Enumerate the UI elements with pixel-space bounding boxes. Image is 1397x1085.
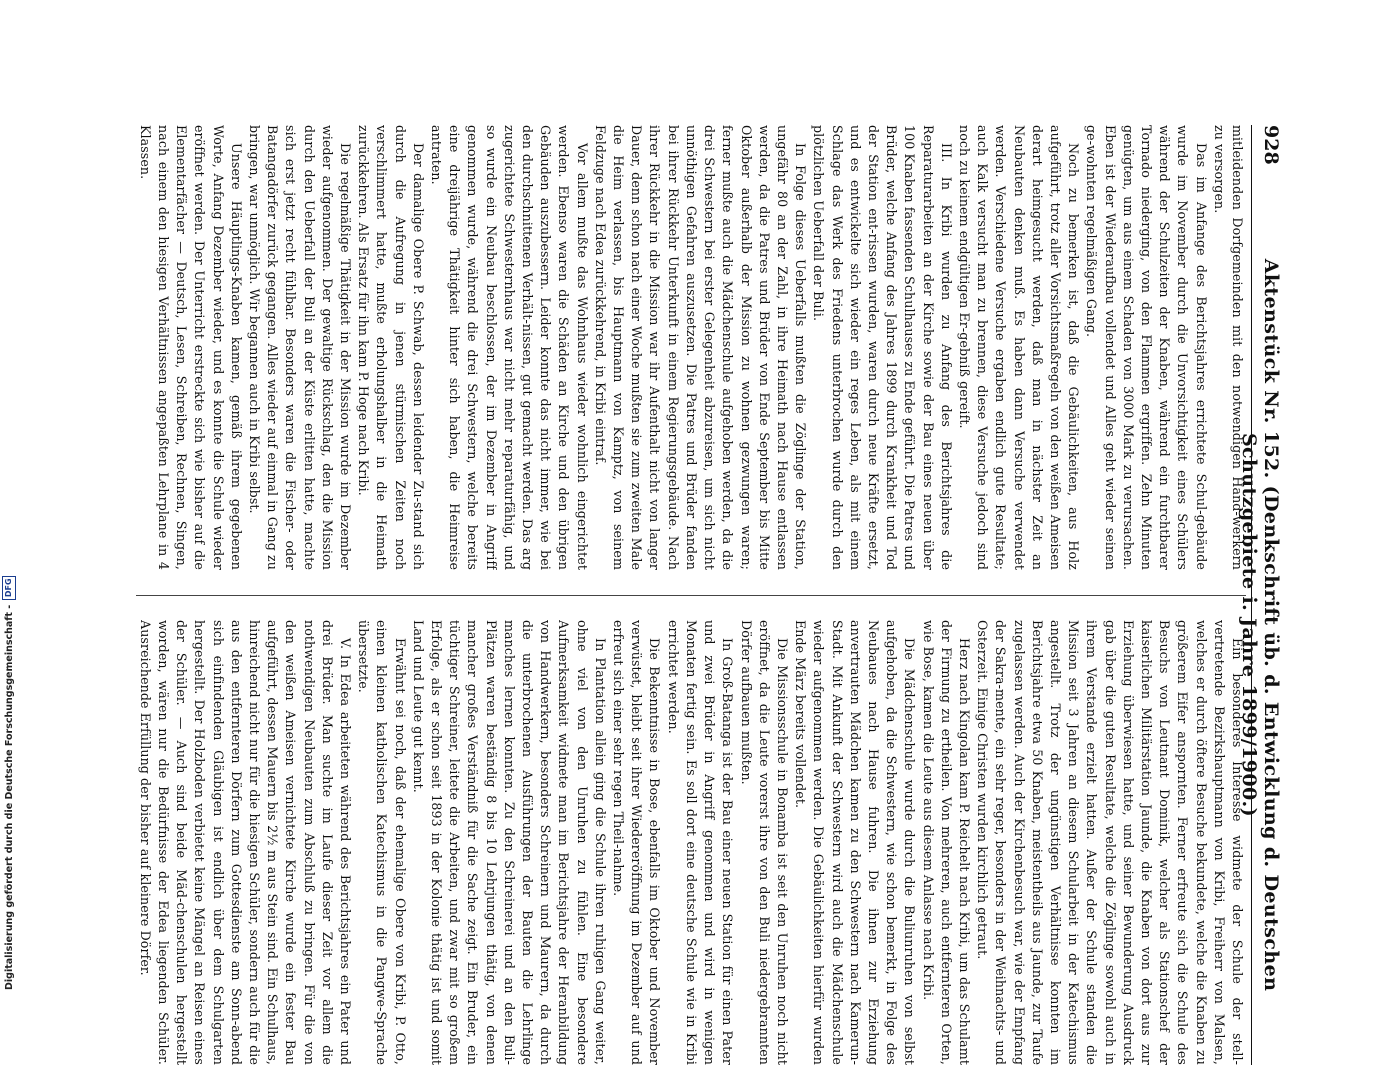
page-title: Aktenstück Nr. 152. (Denkschrift üb. d. Entwicklung d. Deutschen Schutzgebiete i. Jahre 1899/1900.) xyxy=(1238,258,1282,992)
paragraph: Erwähnt sei noch, daß der ehemalige Obere von Kribi, P. Otto, einen kleinen katholischen Katechismus in die Pangwe-Sprache übersetzte. xyxy=(356,620,408,1065)
paragraph: Ein besonderes Interesse widmete der Schule der stell-vertretende Bezirkshauptmann von Kribi, Freiherr von Malsen, welches er durch öftere Besuche bekundete, welche die Knaben zu größerem Eifer anspornten. Ferner erfreute sich die Schule des Besuchs von Leutnant Dominik, welcher als Stationschef der kaiserlichen Militärstation Jaunde, die Knaben von dort aus zur Erziehung überwiesen hatte, und seiner Bewunderung Ausdruck gab über die guten Resultate, welche die Zöglinge sowohl auch in ihrem Verstande erzielt hatten. Außer der Schule standen die Mission seit 3 Jahren an diesem Schularbeit in der Katechismus angestellt. Trotz der ungünstigen Verhältnisse konnten im Berichtsjahre etwa 50 Knaben, meistentheils aus Jaunde, zur Taufe zugelassen werden. Auch der Kirchenbesuch war, wie der Empfang der Sakra-mente, ein sehr reger, besonders in der Weihnachts- und Osterzeit. Einige Christen wurden kirchlich getraut. xyxy=(975,620,1245,1065)
footer-text: Digitalisierung gefördert durch die Deutsche Forschungsgemeinschaft - xyxy=(3,604,15,990)
document-page xyxy=(110,85,1290,1085)
paragraph: mitleidenden Dorfgemeinden mit den notwendigen Hand-werkern zu versorgen. xyxy=(1211,125,1245,570)
paragraph: Die regelmäßige Thätigkeit in der Mission wurde im Dezember wieder aufgenommen. Der gewaltige Rückschlag, den die Mission durch den Ueberfall der Buli an der Küste erlitten hatte, machte sich erst jetzt recht fühlbar. Besonders waren die Fischer- oder Batangadörfer zurück gegangen. Alles wieder auf einmal in Gang zu bringen, war unmöglich. Wir begannen auch in Kribi selbst. xyxy=(247,125,354,570)
paragraph: Der damalige Obere P. Schwab, dessen leidender Zu-stand sich durch die Aufregung in jenen stürmischen Zeiten noch verschlimmert hatte, mußte erholungshalber in die Heimath zurückkehren. Als Ersatz für ihn kam P. Hoge nach Kribi. xyxy=(356,125,426,570)
page-header xyxy=(1238,125,1282,1065)
paragraph: In Plantation allein ging die Schule ihren ruhigen Gang weiter, ohne viel von den Unruhen zu fühlen. Eine besondere Aufmerksamkeit widmete man im Berichtsjahre der Heranbildung von Handwerkern, besonders Schreinern und Maurern, da durch die unterbrochenen Ausführungen der Bauten die Lehrlinge manches lernen konnten. Zu den Schreinerei und an den Buli-Plätzen waren beständig 8 bis 10 Lehrjungen thätig, von denen mancher großes Verständniß für die Sache zeigt. Ein Bruder, ein tüchtiger Schreiner, leitete die Arbeiten, und zwar mit so großem Erfolge, als er schon seit 1893 in der Kolonie thätig ist und somit Land und Leute gut kennt. xyxy=(410,620,608,1065)
paragraph: Herz nach Kingolan kam P. Reichelt nach Kribi, um das Schulamt der Firmung zu ertheilen. Von mehreren, auch entfernteren Orten, wie Bose, kamen die Leute aus diesem Anlasse nach Kribi. xyxy=(920,620,972,1065)
paragraph: V. In Edea arbeiteten während des Berichtsjahres ein Pater und drei Brüder. Man suchte im Laufe dieser Zeit vor allem die nothwendigen Neubauten zum Abschluß zu bringen. Für die von den weißen Ameisen vernichtete Kirche wurde ein fester Bau aufgeführt, dessen Mauern bis 2½ m aus Stein sind. Ein Schulhaus, hinreichend nicht nur für die hiesigen Schüler, sondern auch für die aus den entfernteren Dörfern zum Gottesdienste am Sonn-abend sich einfindenden Gläubigen ist endlich über dem Schulgarten hergestellt. Der Holzboden verbietet keine Mängel an Reisen eines der Schüler. — Auch sind beide Mäd-chenschulen hergestellt worden, wären nur die Bedürfnisse der Edea liegenden Schüler. Ausreichende Erfüllung der bisher auf kleinere Dörfer. xyxy=(137,620,354,1065)
paragraph: Die Bekenntnisse in Bose, ebenfalls im Oktober und November verwüstet, bleibt seit ihrer Wiedereröffnung im Dezember auf und erfreut sich einer sehr regen Theil-nahme. xyxy=(611,620,663,1065)
paragraph: III. In Kribi wurden zu Anfang des Berichtsjahres die Reparaturarbeiten an der Kirche sowie der Bau eines neuen über 100 Knaben fassenden Schulhauses zu Ende geführt. Die Patres und Brüder, welche Anfang des Jahres 1899 durch Krankheit und Tod der Station ent-rissen wurden, waren durch neue Kräfte ersetzt, und es entwickelte sich wieder ein reges Leben, als mit einem Schlage das Werk des Friedens unterbrochen wurde durch den plötzlichen Ueberfall der Buli. xyxy=(811,125,954,570)
paragraph: In Groß-Batanga ist der Bau einer neuen Station für einen Pater und zwei Brüder in Angriff genommen und wird in wenigen Monaten fertig sein. Es soll dort eine deutsche Schule wie in Kribi errichtet werden. xyxy=(665,620,736,1065)
digitization-footer xyxy=(2,576,16,990)
paragraph: Die Mädchenschule wurde durch die Buliunruhen von selbst aufgehoben, da die Schwestern, wie schon bemerkt, in Folge des Neubaues nach Hause fuhren. Die ihnen zur Erziehung anvertrauten Mädchen kamen zu den Schwestern nach Kamerun-Stadt. Mit Ankunft der Schwestern wird auch die Mädchenschule wieder aufgenommen werden. Die Gebäulichkeiten hierfür wurden Ende März bereits vollendet. xyxy=(793,620,918,1065)
paragraph: Unsere Häuptlings-Knaben kamen, gemäß ihrem gegebenen Worte, Anfang Dezember wieder, und es konnte die Schule wieder eröffnet werden. Der Unterricht erstreckte sich wie bisher auf die Elementarfächer — Deutsch, Lesen, Schreiben, Rechnen, Singen, nach einem den hiesigen Verhältnissen angepaßten Lehrplane in 4 Klassen. xyxy=(137,125,244,570)
paragraph: Noch zu bemerken ist, daß die Gebäulichkeiten, aus Holz aufgeführt, trotz aller Vorsichtsmaßregeln von den weißen Ameisen derart heimgesucht werden, daß man in nächster Zeit an Neubauten denken muß. Es haben dann Versuche verwendet werden. Verschiedene Versuche ergaben endlich gute Resultate; auch Kalk versucht man zu brennen, diese Versuche jedoch sind noch zu keinem endgültigen Er-gebniß gereift. xyxy=(956,125,1082,570)
paragraph: Vor allem mußte das Wohnhaus wieder wohnlich eingerichtet werden. Ebenso waren die Schäden an Kirche und den übrigen Gebäuden auszubessern. Leider konnte das nicht immer, wie bei den durchschnittenen Verhält-nissen, gut gemacht werden. Das arg zugerichtete Schwesternhaus war nicht mehr reparaturfähig, und so wurde ein Neubau beschlossen, der im Dezember in Angriff genommen wurde, während die drei Schwestern, welche bereits eine dreijährige Thätigkeit hinter sich haben, die Heimreise antraten. xyxy=(429,125,590,570)
paragraph: Die Missionsschule in Bonamba ist seit den Unruhen noch nicht eröffnet, da die Leute vorerst ihre von den Buli niedergebrannten Dörfer aufbauen mußten. xyxy=(738,620,790,1065)
right-column xyxy=(126,620,1246,1065)
left-column xyxy=(126,125,1246,570)
paragraph: In Folge dieses Ueberfalls mußten die Zöglinge der Station, ungefähr 80 an der Zahl, in ihre Heimath nach Hause entlassen werden, da die Patres und Brüder von Ende September bis Mitte Oktober außerhalb der Mission zu wohnen gezwungen waren; ferner mußte auch die Mädchenschule aufgehoben werden, da die drei Schwestern bei erster Gelegenheit abzureisen, um sich nicht unnöthigen Gefahren auszusetzen. Die Patres und Brüder fanden bei ihrer Rückkehr Unterkunft in einem Regierungsgebäude. Nach ihrer Rückkehr in die Mission war ihr Aufenthalt nicht von langer Dauer, denn schon nach einer Woche mußten sie zum zweiten Male die Heim verlassen, bis Hauptmann von Kamptz, von seinem Feldzuge nach Edea zurückkehrend, in Kribi eintraf. xyxy=(592,125,809,570)
paragraph: Das im Anfange des Berichtsjahres errichtete Schul-gebäude wurde im November durch die Unvorsichtigkeit eines Schülers während der Schulzeiten der Knaben, während ein furchtbarer Tornado niederging, von den Flammen ergriffen. Zehn Minuten genügten, um aus einem Schaden von 3000 Mark zu verursachen. Eben ist der Wiederaufbau vollendet und Alles geht wieder seinen ge-wohnten regelmäßigen Gang. xyxy=(1084,125,1209,570)
page-number: 928 xyxy=(1260,125,1282,165)
column-divider xyxy=(136,595,1246,596)
dfg-logo-icon: DFG xyxy=(2,576,16,600)
